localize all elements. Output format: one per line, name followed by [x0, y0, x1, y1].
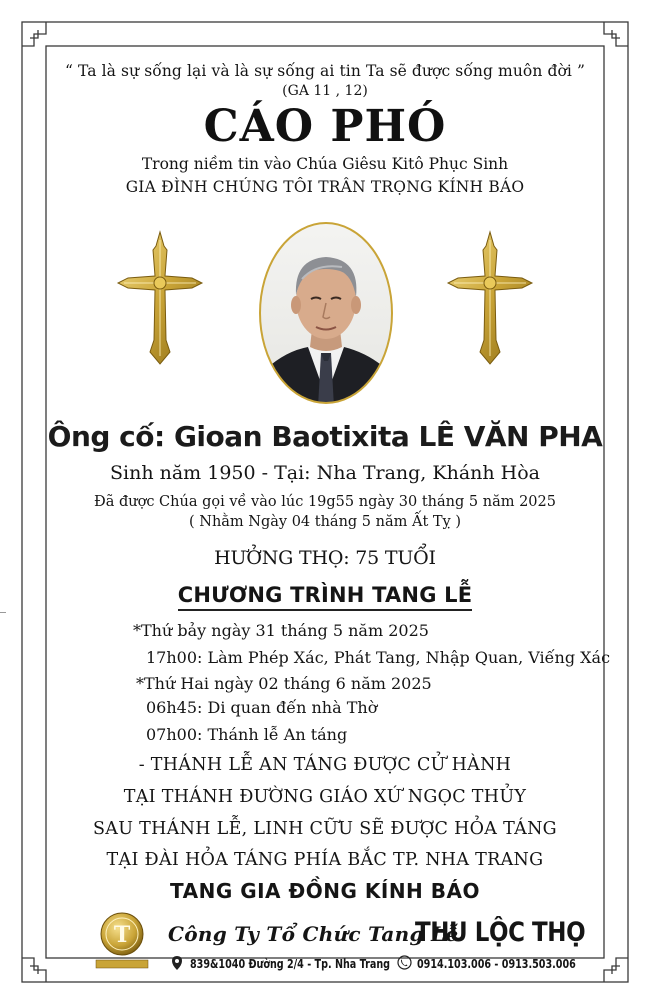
- bible-verse: “ Ta là sự sống lại và là sự sống ai tin Ta sẽ được sống muôn đời ”: [64, 62, 586, 80]
- company-prefix: Công Ty Tổ Chức Tang Lễ: [168, 922, 459, 946]
- edge-mark: [0, 612, 6, 613]
- page-title: CÁO PHÓ: [203, 101, 447, 152]
- family-announcement: GIA ĐÌNH CHÚNG TÔI TRÂN TRỌNG KÍNH BÁO: [125, 178, 525, 196]
- company-address: 839&1040 Đường 2/4 - Tp. Nha Trang: [190, 957, 391, 971]
- birth-info: Sinh năm 1950 - Tại: Nha Trang, Khánh Hòa: [110, 462, 540, 484]
- company-name: THU LỘC THỌ: [415, 917, 586, 948]
- cross-icon: [112, 228, 208, 368]
- notice-line: TẠI THÁNH ĐƯỜNG GIÁO XỨ NGỌC THỦY: [123, 787, 527, 807]
- phone-icon: [397, 955, 412, 970]
- age-at-death: HƯỞNG THỌ: 75 TUỔI: [214, 547, 436, 569]
- portrait-photo: [256, 219, 396, 407]
- schedule-day-2: *Thứ Hai ngày 02 tháng 6 năm 2025: [136, 674, 432, 693]
- schedule-day-1: *Thứ bảy ngày 31 tháng 5 năm 2025: [133, 621, 429, 640]
- notice-line: TẠI ĐÀI HỎA TÁNG PHÍA BẮC TP. NHA TRANG: [106, 850, 544, 870]
- company-phones: 0914.103.006 - 0913.503.006: [417, 957, 576, 971]
- schedule-item: 17h00: Làm Phép Xác, Phát Tang, Nhập Quan, Viếng Xác: [146, 648, 611, 667]
- schedule-item: 07h00: Thánh lễ An táng: [146, 725, 348, 744]
- program-title-underline: [178, 609, 473, 611]
- deceased-name: Ông cố: Gioan Baotixita LÊ VĂN PHA: [47, 420, 603, 453]
- program-title: [0, 583, 650, 607]
- lunar-date: ( Nhằm Ngày 04 tháng 5 năm Ất Tỵ ): [188, 514, 462, 530]
- company-logo: [90, 910, 154, 972]
- faith-line: Trong niềm tin vào Chúa Giêsu Kitô Phục Sinh: [141, 155, 509, 173]
- program-title-text: CHƯƠNG TRÌNH TANG LỄ: [177, 583, 473, 607]
- notice-line: - THÁNH LỄ AN TÁNG ĐƯỢC CỬ HÀNH: [138, 755, 512, 775]
- logo-letter: T: [113, 922, 131, 948]
- death-info: Đã được Chúa gọi về vào lúc 19g55 ngày 30 tháng 5 năm 2025: [94, 494, 556, 510]
- map-pin-icon: [170, 955, 184, 971]
- schedule-item: 06h45: Di quan đến nhà Thờ: [146, 698, 378, 717]
- verse-reference: (GA 11 , 12): [282, 83, 368, 99]
- notice-line: SAU THÁNH LỄ, LINH CỮU SẼ ĐƯỢC HỎA TÁNG: [93, 819, 557, 839]
- closing-line: TANG GIA ĐỒNG KÍNH BÁO: [170, 879, 480, 903]
- cross-icon: [442, 228, 538, 368]
